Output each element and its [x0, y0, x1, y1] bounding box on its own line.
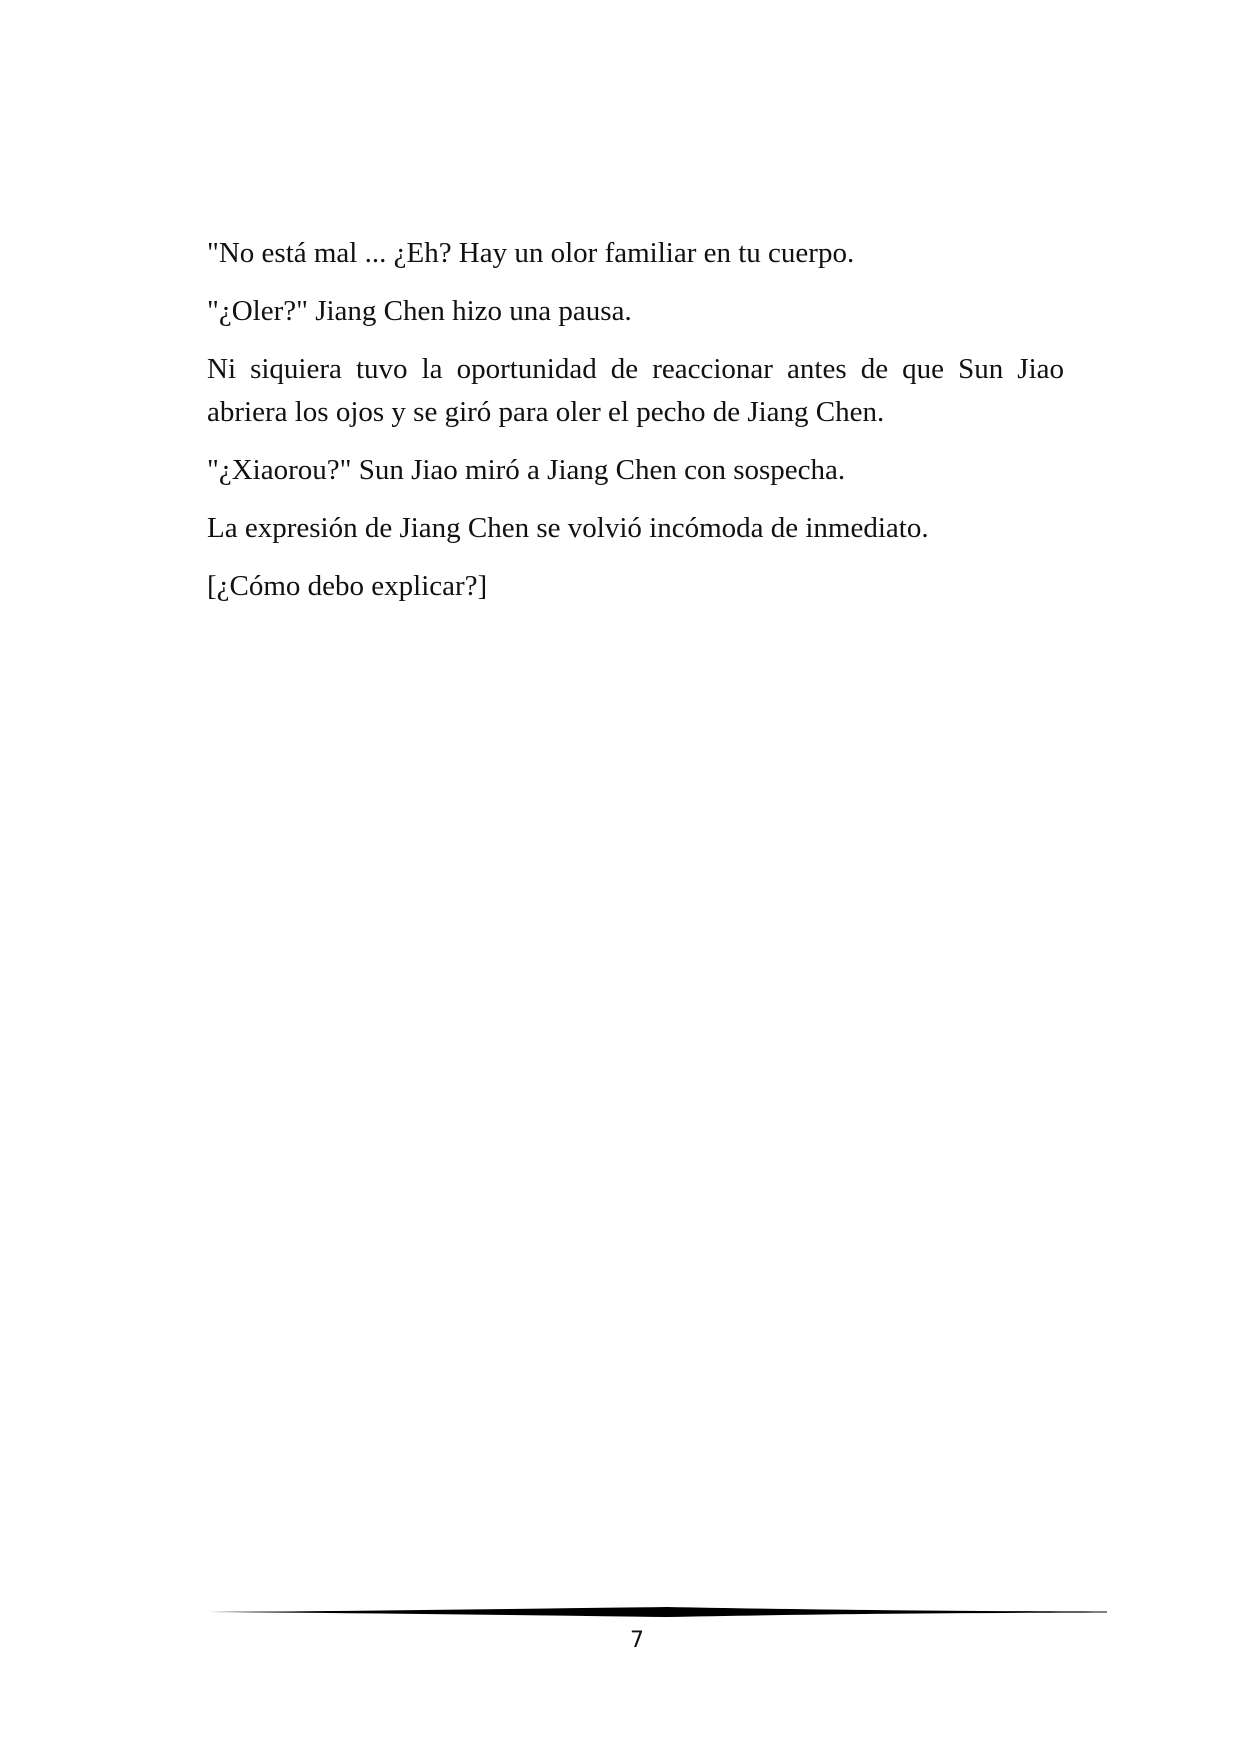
paragraph-3: Ni siquiera tuvo la oportunidad de reaccionar antes de que Sun Jiao abriera los ojos y se giró para oler el pecho de Jiang Chen.: [207, 353, 1064, 428]
paragraph-5: La expresión de Jiang Chen se volvió incómoda de inmediato.: [207, 512, 929, 544]
page-number: 7: [630, 1628, 644, 1653]
paragraph-6: [¿Cómo debo explicar?]: [207, 570, 488, 602]
body-text: [207, 232, 1064, 623]
footer-divider-stroke: [207, 1607, 1107, 1617]
paragraph-2: "¿Oler?" Jiang Chen hizo una pausa.: [207, 295, 632, 327]
paragraph-1: "No está mal ... ¿Eh? Hay un olor familiar en tu cuerpo.: [207, 237, 855, 269]
paragraph-4: "¿Xiaorou?" Sun Jiao miró a Jiang Chen con sospecha.: [207, 454, 846, 486]
footer-divider: [207, 1605, 1107, 1619]
